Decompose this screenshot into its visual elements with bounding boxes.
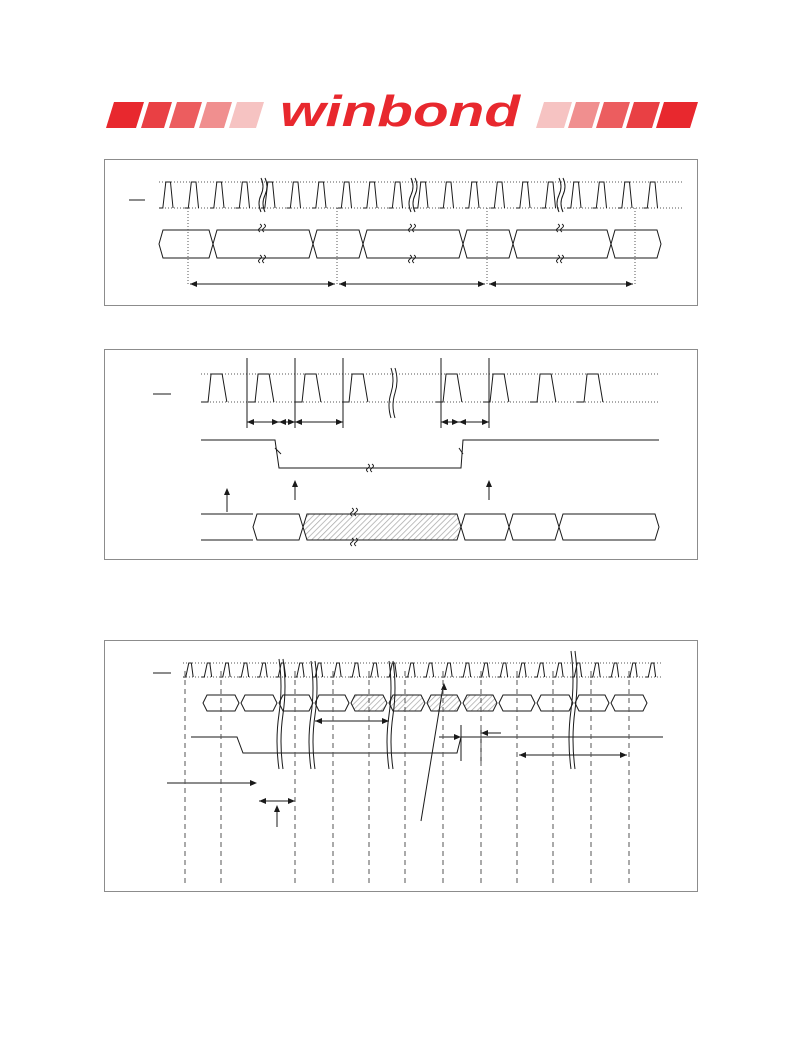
clock-break-2-a: [409, 178, 413, 212]
data-bus-cell-1: [241, 695, 277, 711]
timing-diagram-burst: [104, 159, 698, 306]
short-interval-arrow-head-left: [259, 798, 266, 804]
ref-arrow-2-head: [292, 480, 298, 487]
data-bus-cell-2: [313, 230, 363, 258]
break-4-b: [573, 651, 577, 769]
ref-arrow-1-head: [224, 488, 230, 495]
clock-break-1-a: [259, 178, 263, 212]
bus-squiggle-1b: [259, 255, 266, 263]
data-bus-cell-2: [509, 514, 559, 540]
ref-arrow-3-head: [486, 480, 492, 487]
timing-diagram-power-down: [104, 640, 698, 892]
waveform-canvas-2: [105, 350, 699, 561]
control-signal: [201, 440, 659, 468]
interval-arrow-2-head-left: [519, 752, 526, 758]
hold-arrow-1-head-right: [288, 419, 295, 425]
brand-wordmark: winbond: [280, 92, 522, 130]
clock-waveform: [159, 182, 658, 208]
hold-arrow-2-head-right: [482, 419, 489, 425]
edge-arrow-out-head: [481, 730, 488, 736]
clock-break-2-b: [413, 178, 417, 212]
clock-break-3-b: [561, 178, 565, 212]
data-bus-hatched: [303, 514, 461, 540]
cycle-arrow-1-head-left: [295, 419, 302, 425]
clock-break-b: [393, 368, 397, 418]
data-bus-cell-4: [463, 230, 513, 258]
clock-break-3-a: [557, 178, 561, 212]
setup-arrow-1-head-right: [272, 419, 279, 425]
clock-waveform: [201, 374, 603, 402]
data-bus-cell-10: [575, 695, 609, 711]
hold-arrow-1-head-left: [279, 419, 286, 425]
bus-squiggle-2b: [409, 255, 416, 263]
setup-arrow-2-head-right: [452, 419, 459, 425]
bus-squiggle-3a: [557, 224, 564, 232]
pointer-head: [441, 683, 447, 690]
control-signal: [191, 737, 663, 753]
data-bus-cell-6: [611, 230, 661, 258]
clock-waveform: [183, 663, 656, 677]
interval-arrow-2-head-right: [478, 281, 485, 287]
setup-arrow-2-head-left: [441, 419, 448, 425]
interval-arrow-3-head-right: [626, 281, 633, 287]
bus-squiggle-1a: [259, 224, 266, 232]
control-tick-1: [275, 448, 281, 454]
ref-arrow-head: [274, 805, 280, 812]
waveform-canvas-3: [105, 641, 699, 893]
cycle-arrow-1-head-right: [336, 419, 343, 425]
interval-arrow-1-head-left: [315, 718, 322, 724]
interval-arrow-2-head-left: [339, 281, 346, 287]
data-bus-cell-6: [427, 695, 461, 711]
setup-arrow-1-head-left: [247, 419, 254, 425]
data-bus-cell-7: [463, 695, 497, 711]
interval-arrow-1-head-right: [328, 281, 335, 287]
short-interval-arrow-head-right: [288, 798, 295, 804]
data-bus-cell-5: [513, 230, 611, 258]
logo-right-stripes: [536, 102, 698, 128]
entry-arrow-head: [250, 780, 257, 786]
interval-arrow-3-head-left: [489, 281, 496, 287]
data-bus-cell-1: [213, 230, 313, 258]
data-bus-cell-3: [315, 695, 349, 711]
timing-diagram-clock-stop: [104, 349, 698, 560]
bus-squiggle-3b: [557, 255, 564, 263]
data-bus-cell-9: [537, 695, 573, 711]
data-bus-cell-0: [253, 514, 303, 540]
data-bus-cell-0: [159, 230, 213, 258]
data-bus-cell-1: [461, 514, 509, 540]
interval-arrow-2-head-right: [620, 752, 627, 758]
hold-arrow-2-head-left: [459, 419, 466, 425]
data-bus-cell-3: [559, 514, 659, 540]
winbond-logo: [104, 92, 700, 130]
waveform-canvas-1: [105, 160, 699, 307]
interval-arrow-1-head-left: [190, 281, 197, 287]
edge-arrow-in-head: [454, 734, 461, 740]
clock-break-a: [389, 368, 393, 418]
data-bus-cell-3: [363, 230, 463, 258]
bus-squiggle-2a: [409, 224, 416, 232]
logo-left-stripes: [106, 102, 264, 128]
